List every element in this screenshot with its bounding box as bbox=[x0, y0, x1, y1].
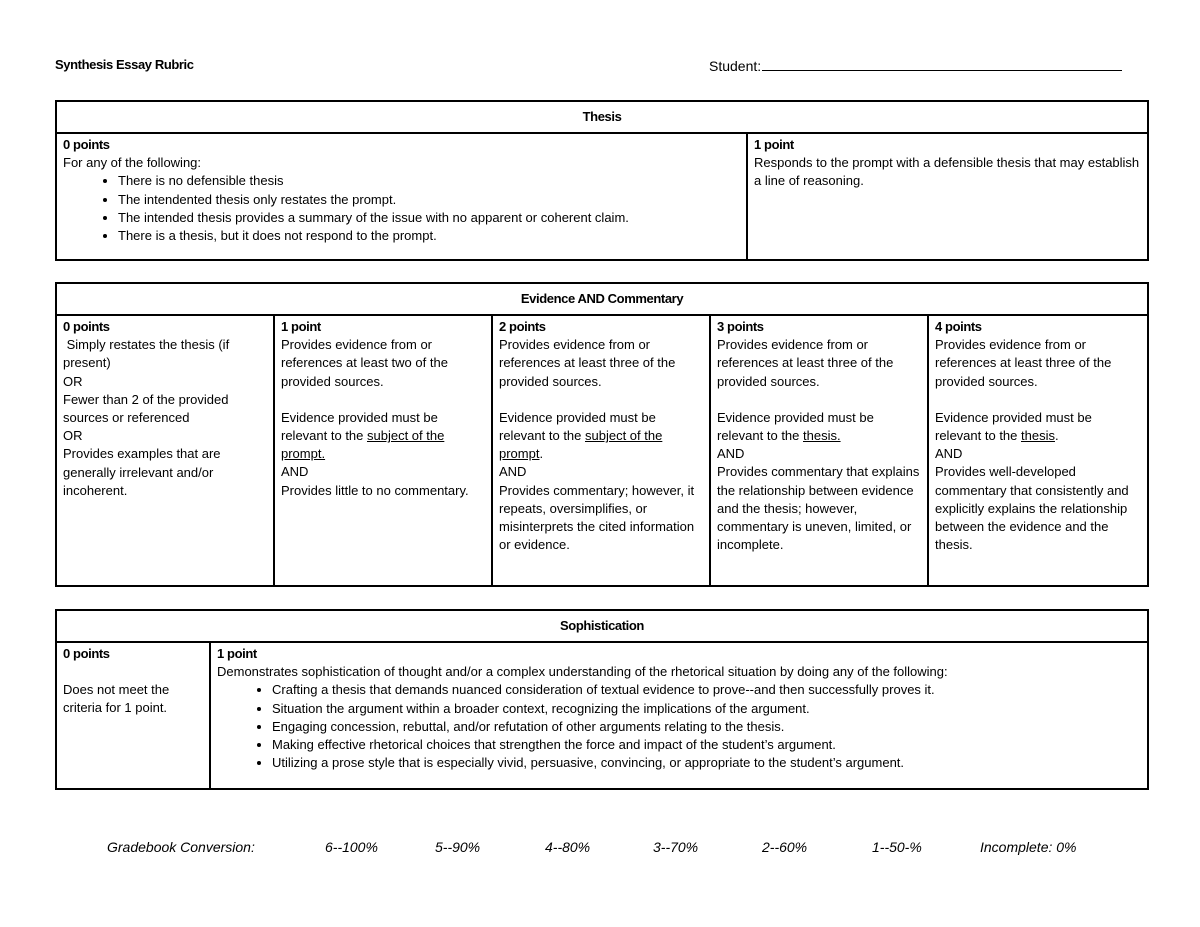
gradebook-conversion bbox=[0, 838, 1200, 858]
list-item: • There is a thesis, but it does not respond to the prompt. bbox=[118, 227, 740, 245]
gradebook-item: Incomplete: 0% bbox=[980, 839, 1077, 855]
evidence-points: 3 points bbox=[717, 319, 764, 334]
evidence-and: AND bbox=[281, 464, 309, 480]
student-field bbox=[709, 56, 1122, 75]
sophistication-zero-cell bbox=[56, 642, 210, 789]
evidence-text: Provides little to no commentary. bbox=[281, 482, 469, 498]
list-item: • There is no defensible thesis bbox=[118, 172, 740, 190]
evidence-col-4 bbox=[928, 315, 1148, 586]
sophistication-zero-points: 0 points bbox=[63, 646, 110, 661]
evidence-text: Provides well-developed commentary that consistently and explicitly explains the relationship between the evidence and the thesis. bbox=[935, 464, 1129, 553]
thesis-zero-list bbox=[63, 172, 740, 245]
evidence-points: 4 points bbox=[935, 319, 982, 334]
evidence-points: 0 points bbox=[63, 319, 110, 334]
document-title: Synthesis Essay Rubric bbox=[55, 57, 194, 72]
evidence-text: Provides evidence from or references at least three of the provided sources. bbox=[935, 337, 1112, 389]
thesis-one-cell bbox=[747, 133, 1148, 260]
student-label: Student: bbox=[709, 58, 762, 74]
sophistication-one-intro: Demonstrates sophistication of thought and/or a complex understanding of the rhetorical situation by doing any of the following: bbox=[217, 664, 948, 680]
document-header bbox=[55, 56, 1135, 76]
sophistication-zero-text: Does not meet the criteria for 1 point. bbox=[63, 682, 170, 716]
evidence-heading: Evidence AND Commentary bbox=[56, 283, 1148, 315]
list-item: • Engaging concession, rebuttal, and/or refutation of other arguments relating to the thesis. bbox=[272, 718, 1141, 736]
evidence-text: OR bbox=[63, 428, 83, 444]
evidence-col-3 bbox=[710, 315, 928, 586]
student-name-line bbox=[762, 56, 1122, 71]
evidence-and: AND bbox=[935, 446, 963, 462]
gradebook-item: 5--90% bbox=[435, 839, 481, 855]
list-item: • The intendented thesis only restates the prompt. bbox=[118, 191, 740, 209]
sophistication-one-cell bbox=[210, 642, 1148, 789]
gradebook-item: 2--60% bbox=[762, 839, 808, 855]
evidence-table bbox=[55, 282, 1149, 587]
evidence-text: Provides evidence from or references at least three of the provided sources. bbox=[499, 337, 676, 389]
evidence-points: 2 points bbox=[499, 319, 546, 334]
thesis-heading: Thesis bbox=[56, 101, 1148, 133]
sophistication-list bbox=[217, 681, 1141, 772]
thesis-table bbox=[55, 100, 1149, 261]
evidence-points: 1 point bbox=[281, 319, 321, 334]
evidence-text: Fewer than 2 of the provided sources or referenced bbox=[63, 391, 229, 426]
evidence-text: Provides commentary; however, it repeats, oversimplifies, or misinterprets the cited information or evidence. bbox=[499, 482, 695, 553]
list-item: • Utilizing a prose style that is especially vivid, persuasive, convincing, or appropriate to the student’s argument. bbox=[272, 754, 1141, 772]
evidence-text: Simply restates the thesis (if present) bbox=[63, 337, 233, 371]
evidence-relevance: Evidence provided must be relevant to the subject of the prompt. bbox=[281, 409, 445, 462]
gradebook-item: 6--100% bbox=[325, 839, 378, 855]
gradebook-item: 4--80% bbox=[545, 839, 591, 855]
evidence-text: OR bbox=[63, 373, 83, 389]
list-item: • Making effective rhetorical choices that strengthen the force and impact of the student’s argument. bbox=[272, 736, 1141, 754]
sophistication-table bbox=[55, 609, 1149, 790]
evidence-text: Provides examples that are generally irrelevant and/or incoherent. bbox=[63, 446, 221, 498]
thesis-one-points: 1 point bbox=[754, 137, 794, 152]
thesis-zero-intro: For any of the following: bbox=[63, 155, 202, 171]
gradebook-item: 1--50-% bbox=[872, 839, 922, 855]
list-item: • Crafting a thesis that demands nuanced consideration of textual evidence to prove--and then successfully proves it. bbox=[272, 681, 1141, 699]
evidence-relevance: Evidence provided must be relevant to the thesis. bbox=[717, 409, 874, 444]
evidence-relevance: Evidence provided must be relevant to the thesis. bbox=[935, 409, 1092, 444]
evidence-relevance: Evidence provided must be relevant to the subject of the prompt. bbox=[499, 409, 663, 462]
evidence-text: Provides evidence from or references at least two of the provided sources. bbox=[281, 337, 448, 389]
thesis-one-text: Responds to the prompt with a defensible thesis that may establish a line of reasoning. bbox=[754, 155, 1140, 189]
gradebook-item: 3--70% bbox=[653, 839, 699, 855]
evidence-col-1 bbox=[274, 315, 492, 586]
sophistication-one-points: 1 point bbox=[217, 646, 257, 661]
sophistication-heading: Sophistication bbox=[56, 610, 1148, 642]
evidence-and: AND bbox=[717, 446, 745, 462]
evidence-text: Provides evidence from or references at least three of the provided sources. bbox=[717, 337, 894, 389]
list-item: • Situation the argument within a broader context, recognizing the implications of the argument. bbox=[272, 700, 1141, 718]
evidence-text: Provides commentary that explains the relationship between evidence and the thesis; however, commentary is uneven, limited, or incomplete. bbox=[717, 464, 920, 553]
list-item: • The intended thesis provides a summary of the issue with no apparent or coherent claim. bbox=[118, 209, 740, 227]
thesis-zero-points: 0 points bbox=[63, 137, 110, 152]
gradebook-label: Gradebook Conversion: bbox=[107, 839, 255, 855]
evidence-col-0 bbox=[56, 315, 274, 586]
evidence-col-2 bbox=[492, 315, 710, 586]
evidence-and: AND bbox=[499, 464, 527, 480]
thesis-zero-cell bbox=[56, 133, 747, 260]
